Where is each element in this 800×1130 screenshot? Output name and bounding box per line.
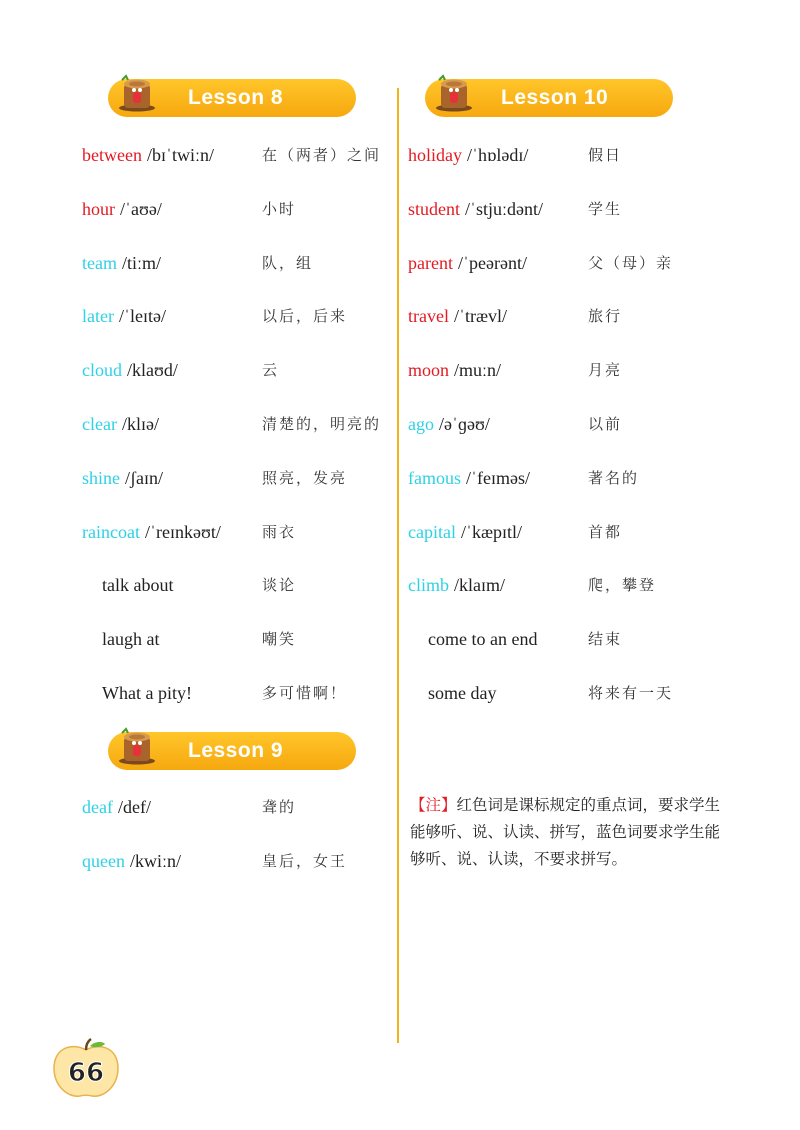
vocab-phonetic: /ʃaɪn/ [125,468,163,488]
vocab-phonetic: /ˈaʊə/ [120,199,162,219]
vocab-entry [82,409,159,439]
tree-stump-icon [116,725,158,765]
column-divider [397,88,399,1043]
vocab-phonetic: /tiːm/ [121,253,161,273]
vocab-entry [408,570,505,600]
page-number: 66 [67,1058,105,1088]
note-tag: 【注】 [410,796,457,814]
vocab-meaning: 以前 [588,415,623,433]
vocab-phonetic: /əˈɡəʊ/ [439,414,490,434]
lesson-title: Lesson 9 [188,739,284,762]
vocab-phonetic: /ˈreɪnkəʊt/ [144,522,221,542]
tree-stump-icon [116,72,158,112]
vocab-meaning: 旅行 [588,307,623,325]
vocab-phonetic: /ˈtrævl/ [453,306,507,326]
vocab-phonetic: /bɪˈtwiːn/ [146,145,214,165]
phrase-meaning: 将来有一天 [588,684,674,702]
vocab-phonetic: /ˈfeɪməs/ [466,468,530,488]
vocab-entry [408,140,528,170]
vocab-word: famous [408,468,461,488]
vocab-word: moon [408,360,450,380]
phrase-meaning: 结束 [588,630,623,648]
vocab-meaning: 云 [262,361,280,379]
vocab-word: student [408,199,460,219]
vocab-meaning: 著名的 [588,469,640,487]
phrase-meaning: 嘲笑 [262,630,297,648]
vocab-entry [82,517,221,547]
vocab-word: later [82,306,114,326]
phrase-meaning: 谈论 [262,576,297,594]
vocab-entry [408,194,543,224]
phrase-meaning: 多可惜啊！ [262,684,348,702]
vocab-meaning: 在（两者）之间 [262,146,382,164]
vocab-word: shine [82,468,120,488]
vocab-meaning: 队，组 [262,254,314,272]
vocab-phonetic: /klaɪm/ [454,575,505,595]
vocab-entry [82,140,214,170]
vocab-meaning: 学生 [588,200,623,218]
vocab-meaning: 小时 [262,200,297,218]
vocab-entry [408,463,530,493]
vocab-entry [82,355,178,385]
vocab-entry [408,517,522,547]
vocab-entry [82,463,163,493]
vocab-entry [82,248,161,278]
vocab-meaning: 皇后，女王 [262,852,348,870]
vocab-phrase: talk about [102,575,174,595]
vocab-meaning: 照亮，发亮 [262,469,348,487]
vocab-entry [82,301,166,331]
vocab-meaning: 聋的 [262,798,297,816]
vocab-entry [408,409,490,439]
vocab-meaning: 以后，后来 [262,307,348,325]
vocab-phonetic: /ˈpeərənt/ [457,253,527,273]
vocab-phonetic: /ˈstjuːdənt/ [465,199,543,219]
vocab-entry [82,194,162,224]
note-box [410,792,730,873]
vocab-word: deaf [82,797,113,817]
vocab-entry [82,846,181,876]
lesson-title: Lesson 10 [501,86,609,109]
vocab-word: ago [408,414,434,434]
vocab-word: cloud [82,360,122,380]
vocab-phonetic: /ˈleɪtə/ [118,306,166,326]
vocab-phonetic: /ˈhɒlədɪ/ [467,145,529,165]
vocab-word: hour [82,199,115,219]
vocab-entry [408,355,501,385]
vocab-word: clear [82,414,117,434]
vocab-word: climb [408,575,449,595]
vocab-phonetic: /ˈkæpɪtl/ [460,522,522,542]
vocab-phonetic: /kwiːn/ [129,851,181,871]
vocab-word: team [82,253,117,273]
vocab-entry [408,248,527,278]
vocab-meaning: 月亮 [588,361,623,379]
vocab-meaning: 父（母）亲 [588,254,674,272]
vocab-meaning: 爬，攀登 [588,576,657,594]
vocab-phrase: come to an end [428,629,538,649]
vocab-phonetic: /def/ [117,797,151,817]
vocab-entry [82,792,151,822]
vocab-word: holiday [408,145,462,165]
vocab-word: travel [408,306,449,326]
vocab-word: capital [408,522,456,542]
vocab-phonetic: /klaʊd/ [127,360,178,380]
vocab-meaning: 首都 [588,523,623,541]
vocab-word: parent [408,253,453,273]
vocab-phonetic: /klɪə/ [121,414,159,434]
vocab-meaning: 清楚的，明亮的 [262,415,382,433]
lesson-title: Lesson 8 [188,86,284,109]
vocab-word: queen [82,851,125,871]
vocab-phrase: What a pity! [102,683,192,703]
vocab-word: between [82,145,142,165]
apple-page-number [50,1038,122,1100]
vocab-word: raincoat [82,522,140,542]
vocab-meaning: 假日 [588,146,623,164]
vocab-phrase: laugh at [102,629,160,649]
vocab-meaning: 雨衣 [262,523,297,541]
vocab-phonetic: /muːn/ [454,360,502,380]
note-text: 红色词是课标规定的重点词，要求学生能够听、说、认读、拼写，蓝色词要求学生能够听、说、认读，不要求拼写。 [410,796,721,868]
vocab-entry [408,301,507,331]
tree-stump-icon [433,72,475,112]
vocab-phrase: some day [428,683,497,703]
